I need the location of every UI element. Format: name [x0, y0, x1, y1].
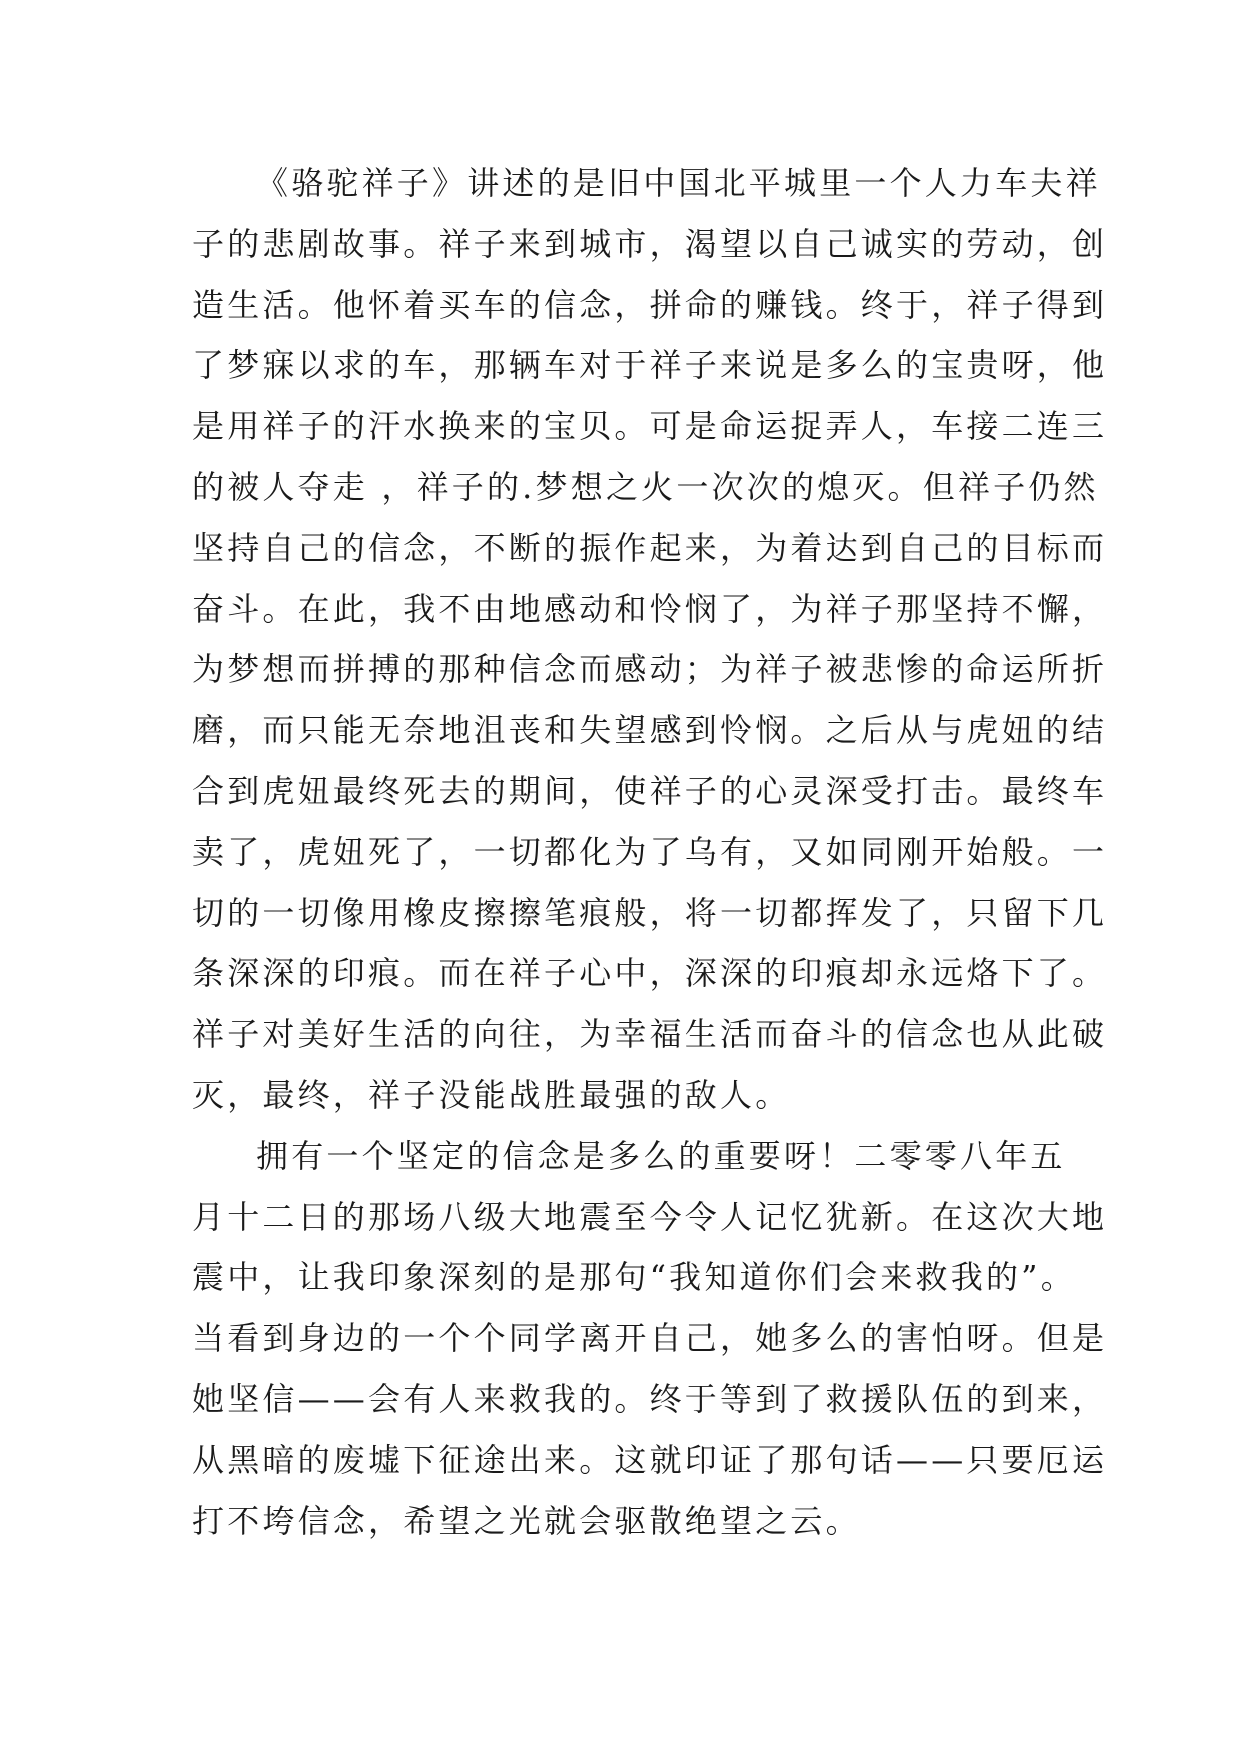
paragraph-1	[192, 153, 1108, 1126]
text-line: 她坚信——会有人来救我的。终于等到了救援队伍的到来，	[192, 1379, 1108, 1418]
text-line: 了梦寐以求的车，那辆车对于祥子来说是多么的宝贵呀，他	[192, 346, 1108, 385]
text-line: 当看到身边的一个个同学离开自己，她多么的害怕呀。但是	[192, 1319, 1108, 1358]
text-line: 造生活。他怀着买车的信念，拼命的赚钱。终于，祥子得到	[192, 285, 1108, 324]
text-line: 合到虎妞最终死去的期间，使祥子的心灵深受打击。最终车	[192, 771, 1108, 810]
text-line: 从黑暗的废墟下征途出来。这就印证了那句话——只要厄运	[192, 1440, 1108, 1479]
text-line: 拥有一个坚定的信念是多么的重要呀！二零零八年五	[256, 1136, 1066, 1175]
text-line: 切的一切像用橡皮擦擦笔痕般，将一切都挥发了，只留下几	[192, 893, 1108, 932]
text-line: 的被人夺走 ，祥子的.梦想之火一次次的熄灭。但祥子仍然	[192, 467, 1099, 506]
text-line: 震中，让我印象深刻的是那句“我知道你们会来救我的”。	[192, 1258, 1076, 1297]
text-line: 祥子对美好生活的向往，为幸福生活而奋斗的信念也从此破	[192, 1015, 1108, 1054]
text-line: 是用祥子的汗水换来的宝贝。可是命运捉弄人，车接二连三	[192, 407, 1108, 446]
text-line: 奋斗。在此，我不由地感动和怜悯了，为祥子那坚持不懈，	[192, 589, 1108, 628]
text-line: 为梦想而拼搏的那种信念而感动；为祥子被悲惨的命运所折	[192, 650, 1108, 689]
text-line: 子的悲剧故事。祥子来到城市，渴望以自己诚实的劳动，创	[192, 224, 1108, 263]
text-line: 卖了，虎妞死了，一切都化为了乌有，又如同刚开始般。一	[192, 832, 1108, 871]
text-line: 磨，而只能无奈地沮丧和失望感到怜悯。之后从与虎妞的结	[192, 711, 1108, 750]
text-line: 《骆驼祥子》讲述的是旧中国北平城里一个人力车夫祥	[256, 164, 1101, 202]
document-body	[192, 153, 1108, 1551]
text-line: 条深深的印痕。而在祥子心中，深深的印痕却永远烙下了。	[192, 954, 1108, 993]
text-line: 月十二日的那场八级大地震至今令人记忆犹新。在这次大地	[192, 1197, 1108, 1236]
text-line: 打不垮信念，希望之光就会驱散绝望之云。	[192, 1501, 861, 1540]
text-line: 灭，最终，祥子没能战胜最强的敌人。	[192, 1075, 791, 1114]
text-line: 坚持自己的信念，不断的振作起来，为着达到自己的目标而	[192, 528, 1108, 567]
paragraph-2	[192, 1126, 1108, 1552]
